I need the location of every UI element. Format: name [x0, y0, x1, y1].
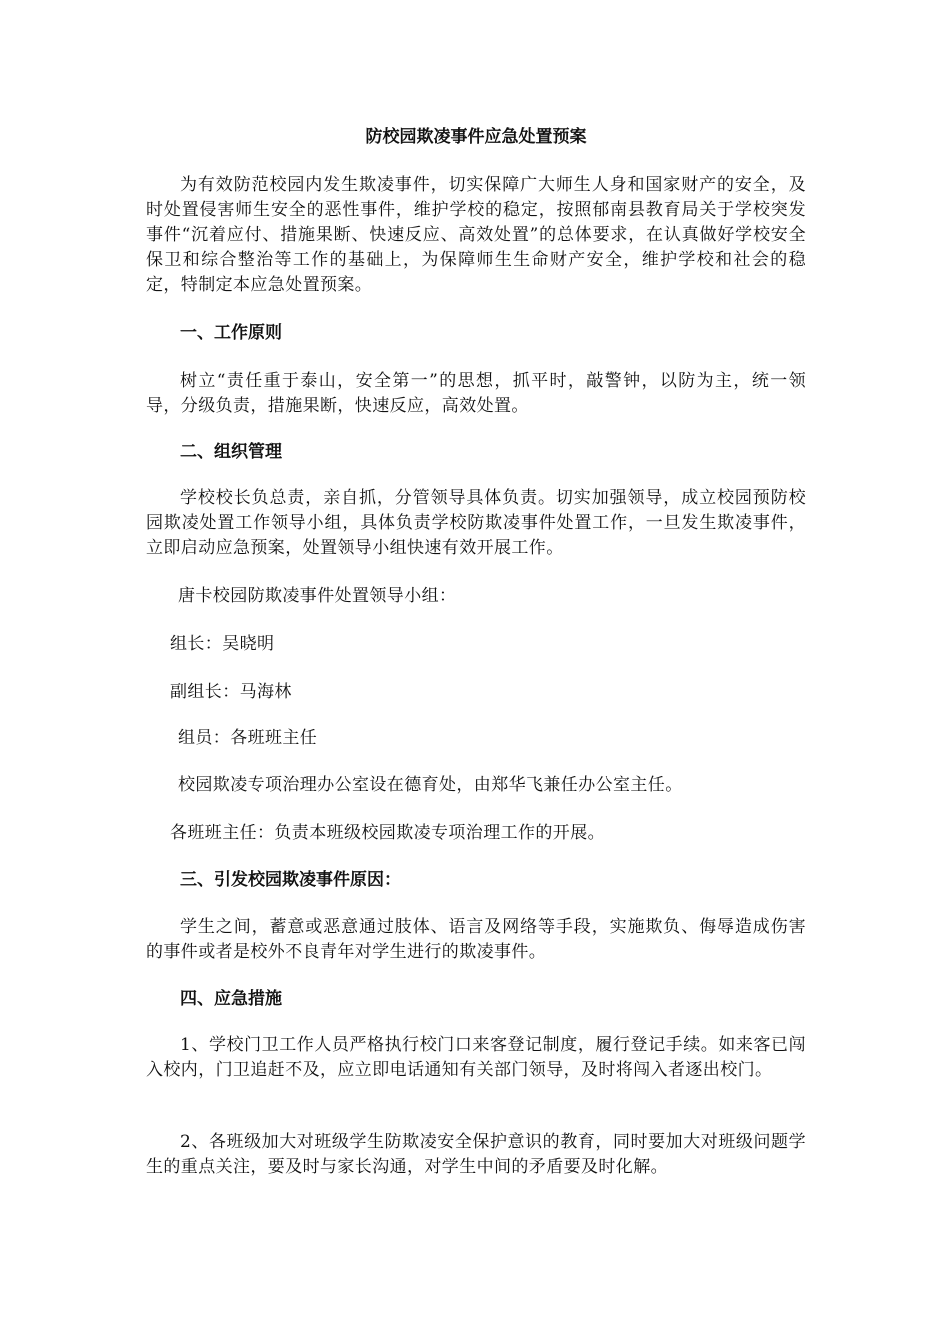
office-note: 校园欺凌专项治理办公室设在德育处，由郑华飞兼任办公室主任。 — [178, 775, 683, 795]
causes-paragraph: 学生之间，蓄意或恶意通过肢体、语言及网络等手段，实施欺负、侮辱造成伤害的事件或者是校外不良青年对学生进行的欺凌事件。 — [146, 917, 806, 962]
document-title: 防校园欺凌事件应急处置预案 — [365, 127, 587, 147]
group-members: 组员：各班班主任 — [178, 728, 318, 748]
group-title: 唐卡校园防欺凌事件处置领导小组： — [178, 586, 457, 606]
group-deputy-leader: 副组长：马海林 — [170, 682, 292, 702]
measure-item-1: 1、学校门卫工作人员严格执行校门口来客登记制度，履行登记手续。如来客已闯入校内，门卫追赶不及，应立即电话通知有关部门领导，及时将闯入者逐出校门。 — [146, 1035, 806, 1080]
measure-item-2: 2、各班级加大对班级学生防欺凌安全保护意识的教育，同时要加大对班级问题学生的重点关注，要及时与家长沟通，对学生中间的矛盾要及时化解。 — [146, 1132, 806, 1177]
section-heading-measures: 四、应急措施 — [180, 989, 282, 1009]
principles-paragraph: 树立“责任重于泰山，安全第一”的思想，抓平时，敲警钟，以防为主，统一领导，分级负责，措施果断，快速反应，高效处置。 — [146, 371, 806, 416]
section-heading-causes: 三、引发校园欺凌事件原因： — [180, 870, 401, 890]
section-heading-organization: 二、组织管理 — [180, 442, 282, 462]
intro-paragraph: 为有效防范校园内发生欺凌事件，切实保障广大师生人身和国家财产的安全，及时处置侵害师生安全的恶性事件，维护学校的稳定，按照郁南县教育局关于学校突发事件“沉着应付、措施果断、快速反应、高效处置”的总体要求，在认真做好学校安全保卫和综合整治等工作的基础上，为保障师生生命财产安全，维护学校和社会的稳定，特制定本应急处置预案。 — [146, 175, 806, 295]
organization-paragraph: 学校校长负总责，亲自抓，分管领导具体负责。切实加强领导，成立校园预防校园欺凌处置工作领导小组，具体负责学校防欺凌事件处置工作，一旦发生欺凌事件，立即启动应急预案，处置领导小组快速有效开展工作。 — [146, 488, 806, 558]
group-leader: 组长：吴晓明 — [170, 634, 275, 654]
class-teacher-duty: 各班班主任：负责本班级校园欺凌专项治理工作的开展。 — [170, 823, 605, 843]
section-heading-principles: 一、工作原则 — [180, 323, 282, 343]
